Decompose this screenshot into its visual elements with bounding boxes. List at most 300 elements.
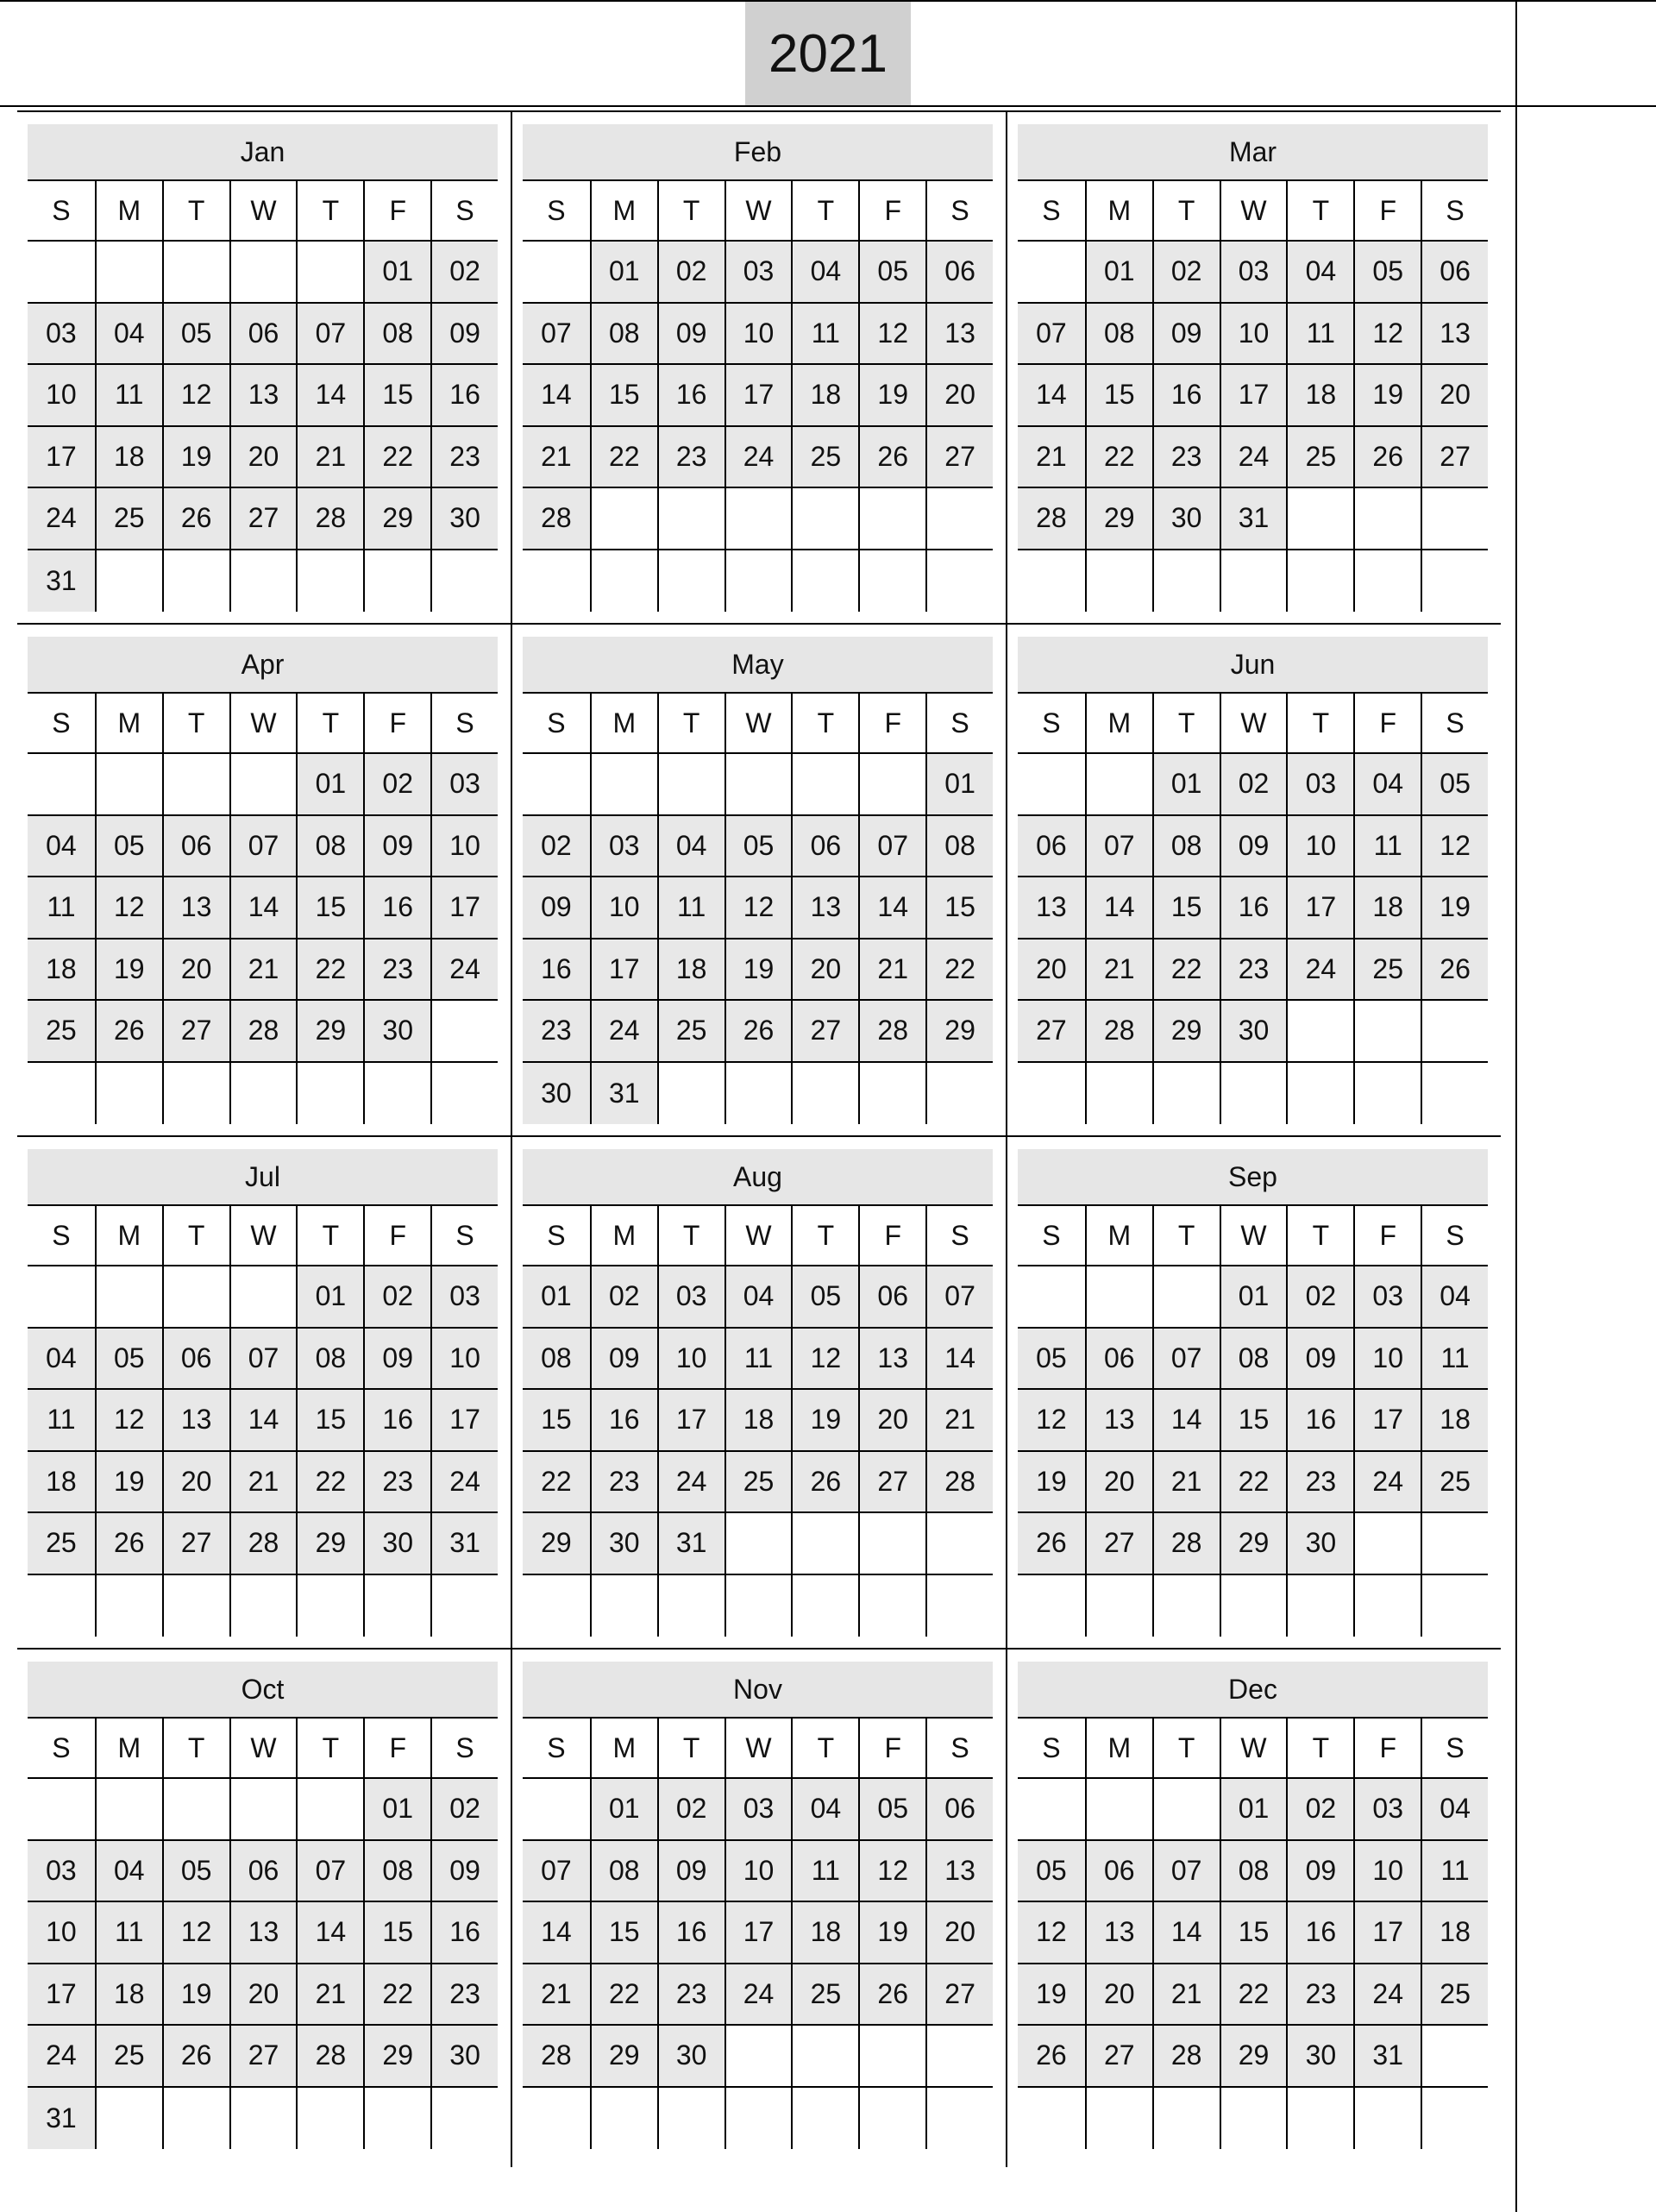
day-cell: 11 xyxy=(1286,304,1353,366)
day-cell: 11 xyxy=(1353,816,1421,878)
week-row xyxy=(1018,2088,1488,2150)
day-cell: 14 xyxy=(925,1329,993,1391)
empty-day-cell xyxy=(791,1575,858,1637)
empty-day-cell xyxy=(724,1063,792,1125)
day-cell: 20 xyxy=(229,427,297,489)
day-cell: 23 xyxy=(657,1964,724,2027)
day-cell: 26 xyxy=(791,1452,858,1514)
empty-day-cell xyxy=(296,1779,363,1841)
week-row xyxy=(28,1964,498,2027)
day-cell: 15 xyxy=(296,877,363,939)
day-cell: 05 xyxy=(1018,1329,1085,1391)
day-cell: 17 xyxy=(724,1902,792,1964)
quarter-band xyxy=(17,1137,1501,1650)
weekday-header-row xyxy=(28,1206,498,1266)
week-row xyxy=(28,304,498,366)
week-row xyxy=(28,2026,498,2088)
day-cell: 02 xyxy=(657,242,724,304)
empty-day-cell xyxy=(430,2088,498,2150)
day-cell: 15 xyxy=(363,1902,430,1964)
day-cell: 28 xyxy=(296,2026,363,2088)
day-cell: 24 xyxy=(1353,1452,1421,1514)
empty-day-cell xyxy=(296,2088,363,2150)
header-rule xyxy=(0,105,1656,107)
day-cell: 26 xyxy=(1353,427,1421,489)
weekday-header-row xyxy=(28,1719,498,1779)
empty-day-cell xyxy=(925,1063,993,1125)
day-cell: 23 xyxy=(1152,427,1220,489)
day-cell: 04 xyxy=(724,1266,792,1329)
week-row xyxy=(28,1390,498,1452)
day-cell: 14 xyxy=(1085,877,1152,939)
empty-day-cell xyxy=(162,1266,229,1329)
week-row xyxy=(1018,304,1488,366)
day-cell: 15 xyxy=(1152,877,1220,939)
empty-day-cell xyxy=(925,2026,993,2088)
day-cell: 30 xyxy=(1220,1001,1287,1063)
day-cell: 06 xyxy=(791,816,858,878)
day-cell: 09 xyxy=(430,304,498,366)
day-cell: 25 xyxy=(791,427,858,489)
day-cell: 15 xyxy=(590,1902,657,1964)
weekday-header: W xyxy=(229,181,297,242)
day-cell: 15 xyxy=(1085,365,1152,427)
week-row xyxy=(523,2026,993,2088)
day-cell: 05 xyxy=(95,1329,162,1391)
weekday-header: M xyxy=(1085,1206,1152,1266)
empty-day-cell xyxy=(162,1575,229,1637)
empty-day-cell xyxy=(296,550,363,613)
empty-day-cell xyxy=(363,1063,430,1125)
empty-day-cell xyxy=(162,1779,229,1841)
empty-day-cell xyxy=(925,1513,993,1575)
empty-day-cell xyxy=(791,2088,858,2150)
day-cell: 16 xyxy=(523,939,590,1002)
day-cell: 27 xyxy=(791,1001,858,1063)
empty-day-cell xyxy=(229,1779,297,1841)
month-name: Jul xyxy=(28,1149,498,1206)
empty-day-cell xyxy=(657,550,724,613)
month-name: Nov xyxy=(523,1662,993,1719)
day-cell: 27 xyxy=(858,1452,925,1514)
day-cell: 28 xyxy=(1085,1001,1152,1063)
day-cell: 12 xyxy=(1018,1390,1085,1452)
day-cell: 03 xyxy=(28,304,95,366)
empty-day-cell xyxy=(858,1063,925,1125)
day-cell: 03 xyxy=(430,1266,498,1329)
weekday-header: W xyxy=(724,694,792,754)
day-cell: 16 xyxy=(363,877,430,939)
weekday-header: M xyxy=(1085,181,1152,242)
day-cell: 26 xyxy=(1018,1513,1085,1575)
day-cell: 27 xyxy=(229,488,297,550)
day-cell: 18 xyxy=(95,1964,162,2027)
day-cell: 02 xyxy=(363,754,430,816)
day-cell: 30 xyxy=(657,2026,724,2088)
day-cell: 27 xyxy=(1018,1001,1085,1063)
day-cell: 11 xyxy=(791,304,858,366)
empty-day-cell xyxy=(1421,2088,1488,2150)
empty-day-cell xyxy=(95,1063,162,1125)
weekday-header: M xyxy=(1085,1719,1152,1779)
day-cell: 25 xyxy=(1353,939,1421,1002)
day-cell: 10 xyxy=(430,816,498,878)
day-cell: 16 xyxy=(430,1902,498,1964)
empty-day-cell xyxy=(724,1513,792,1575)
month-jan xyxy=(28,124,498,612)
weekday-header-row xyxy=(1018,181,1488,242)
day-cell: 02 xyxy=(1286,1266,1353,1329)
day-cell: 02 xyxy=(590,1266,657,1329)
weekday-header: W xyxy=(229,694,297,754)
day-cell: 05 xyxy=(1421,754,1488,816)
day-cell: 07 xyxy=(1152,1841,1220,1903)
day-cell: 05 xyxy=(858,1779,925,1841)
week-row xyxy=(28,877,498,939)
day-cell: 02 xyxy=(1152,242,1220,304)
day-cell: 02 xyxy=(430,242,498,304)
day-cell: 08 xyxy=(590,304,657,366)
day-cell: 24 xyxy=(1220,427,1287,489)
day-cell: 26 xyxy=(858,1964,925,2027)
day-cell: 11 xyxy=(95,1902,162,1964)
empty-day-cell xyxy=(430,1575,498,1637)
day-cell: 12 xyxy=(724,877,792,939)
day-cell: 23 xyxy=(363,939,430,1002)
empty-day-cell xyxy=(363,1575,430,1637)
day-cell: 07 xyxy=(296,1841,363,1903)
week-row xyxy=(28,1779,498,1841)
quarter-band xyxy=(17,1650,1501,2167)
weekday-header-row xyxy=(1018,694,1488,754)
weekday-header: W xyxy=(1220,1206,1287,1266)
day-cell: 28 xyxy=(1152,2026,1220,2088)
week-row xyxy=(523,877,993,939)
day-cell: 07 xyxy=(1152,1329,1220,1391)
weekday-header: T xyxy=(1152,694,1220,754)
day-cell: 29 xyxy=(590,2026,657,2088)
day-cell: 16 xyxy=(430,365,498,427)
weekday-header: F xyxy=(1353,1719,1421,1779)
day-cell: 05 xyxy=(162,304,229,366)
day-cell: 04 xyxy=(1286,242,1353,304)
day-cell: 16 xyxy=(657,365,724,427)
weekday-header: M xyxy=(590,1206,657,1266)
day-cell: 08 xyxy=(925,816,993,878)
day-cell: 15 xyxy=(925,877,993,939)
weekday-header: W xyxy=(1220,694,1287,754)
week-row xyxy=(1018,242,1488,304)
day-cell: 22 xyxy=(590,427,657,489)
day-cell: 06 xyxy=(925,242,993,304)
day-cell: 21 xyxy=(296,1964,363,2027)
day-cell: 25 xyxy=(28,1513,95,1575)
day-cell: 08 xyxy=(1220,1841,1287,1903)
empty-day-cell xyxy=(1085,1266,1152,1329)
empty-day-cell xyxy=(523,1779,590,1841)
empty-day-cell xyxy=(1018,1779,1085,1841)
day-cell: 26 xyxy=(95,1001,162,1063)
empty-day-cell xyxy=(1152,1063,1220,1125)
empty-day-cell xyxy=(590,1575,657,1637)
day-cell: 22 xyxy=(363,1964,430,2027)
day-cell: 09 xyxy=(363,816,430,878)
empty-day-cell xyxy=(858,1513,925,1575)
day-cell: 10 xyxy=(1286,816,1353,878)
day-cell: 12 xyxy=(95,1390,162,1452)
empty-day-cell xyxy=(1018,1063,1085,1125)
day-cell: 16 xyxy=(1286,1390,1353,1452)
weekday-header: F xyxy=(1353,694,1421,754)
day-cell: 14 xyxy=(1152,1902,1220,1964)
day-cell: 24 xyxy=(28,2026,95,2088)
day-cell: 25 xyxy=(724,1452,792,1514)
day-cell: 02 xyxy=(430,1779,498,1841)
empty-day-cell xyxy=(657,488,724,550)
day-cell: 14 xyxy=(1018,365,1085,427)
day-cell: 22 xyxy=(296,1452,363,1514)
day-cell: 23 xyxy=(657,427,724,489)
week-row xyxy=(28,1266,498,1329)
quarter-band xyxy=(17,112,1501,625)
weekday-header: S xyxy=(1421,694,1488,754)
week-row xyxy=(28,1329,498,1391)
day-cell: 08 xyxy=(1085,304,1152,366)
month-nov xyxy=(523,1662,993,2149)
day-cell: 08 xyxy=(523,1329,590,1391)
day-cell: 28 xyxy=(858,1001,925,1063)
weekday-header: S xyxy=(1018,1206,1085,1266)
weekday-header: S xyxy=(430,1719,498,1779)
weekday-header: M xyxy=(95,694,162,754)
empty-day-cell xyxy=(229,754,297,816)
day-cell: 08 xyxy=(1152,816,1220,878)
day-cell: 21 xyxy=(523,1964,590,2027)
day-cell: 19 xyxy=(858,365,925,427)
day-cell: 13 xyxy=(925,304,993,366)
week-row xyxy=(28,1452,498,1514)
day-cell: 02 xyxy=(1220,754,1287,816)
weekday-header: T xyxy=(296,1206,363,1266)
day-cell: 02 xyxy=(1286,1779,1353,1841)
week-row xyxy=(1018,1063,1488,1125)
empty-day-cell xyxy=(1018,2088,1085,2150)
weekday-header: T xyxy=(657,694,724,754)
week-row xyxy=(523,1779,993,1841)
weekday-header: M xyxy=(95,1719,162,1779)
day-cell: 17 xyxy=(1353,1902,1421,1964)
week-row xyxy=(28,754,498,816)
day-cell: 14 xyxy=(523,365,590,427)
month-apr xyxy=(28,637,498,1124)
empty-day-cell xyxy=(229,2088,297,2150)
empty-day-cell xyxy=(1421,1513,1488,1575)
day-cell: 29 xyxy=(1085,488,1152,550)
week-row xyxy=(1018,1964,1488,2027)
empty-day-cell xyxy=(296,242,363,304)
day-cell: 18 xyxy=(1421,1390,1488,1452)
day-cell: 19 xyxy=(1018,1964,1085,2027)
day-cell: 20 xyxy=(162,1452,229,1514)
empty-day-cell xyxy=(1421,550,1488,613)
empty-day-cell xyxy=(430,550,498,613)
day-cell: 01 xyxy=(363,1779,430,1841)
day-cell: 17 xyxy=(590,939,657,1002)
day-cell: 13 xyxy=(1421,304,1488,366)
day-cell: 25 xyxy=(1421,1452,1488,1514)
empty-day-cell xyxy=(162,1063,229,1125)
month-name: Apr xyxy=(28,637,498,694)
weekday-header: W xyxy=(1220,1719,1287,1779)
weekday-header: T xyxy=(296,181,363,242)
empty-day-cell xyxy=(1353,2088,1421,2150)
weekday-header: F xyxy=(363,1719,430,1779)
day-cell: 30 xyxy=(363,1513,430,1575)
weekday-header: F xyxy=(858,694,925,754)
day-cell: 24 xyxy=(590,1001,657,1063)
week-row xyxy=(1018,1329,1488,1391)
day-cell: 23 xyxy=(1286,1452,1353,1514)
weekday-header-row xyxy=(1018,1719,1488,1779)
day-cell: 26 xyxy=(858,427,925,489)
empty-day-cell xyxy=(724,2088,792,2150)
weekday-header: T xyxy=(791,181,858,242)
week-row xyxy=(523,1902,993,1964)
week-row xyxy=(523,1266,993,1329)
weekday-header: T xyxy=(1286,1206,1353,1266)
empty-day-cell xyxy=(1018,754,1085,816)
empty-day-cell xyxy=(1353,1063,1421,1125)
empty-day-cell xyxy=(724,754,792,816)
empty-day-cell xyxy=(162,2088,229,2150)
day-cell: 16 xyxy=(363,1390,430,1452)
week-row xyxy=(523,550,993,613)
empty-day-cell xyxy=(229,1266,297,1329)
day-cell: 26 xyxy=(1018,2026,1085,2088)
empty-day-cell xyxy=(1085,2088,1152,2150)
empty-day-cell xyxy=(430,1001,498,1063)
empty-day-cell xyxy=(1286,1575,1353,1637)
day-cell: 13 xyxy=(791,877,858,939)
day-cell: 10 xyxy=(724,1841,792,1903)
empty-day-cell xyxy=(1286,488,1353,550)
empty-day-cell xyxy=(1152,1779,1220,1841)
day-cell: 01 xyxy=(523,1266,590,1329)
empty-day-cell xyxy=(791,488,858,550)
day-cell: 06 xyxy=(162,816,229,878)
day-cell: 21 xyxy=(523,427,590,489)
empty-day-cell xyxy=(1421,488,1488,550)
weekday-header: W xyxy=(724,1719,792,1779)
day-cell: 20 xyxy=(1085,1452,1152,1514)
weekday-header: S xyxy=(1018,1719,1085,1779)
day-cell: 10 xyxy=(724,304,792,366)
day-cell: 03 xyxy=(1353,1266,1421,1329)
weekday-header: T xyxy=(657,1719,724,1779)
day-cell: 29 xyxy=(296,1001,363,1063)
day-cell: 28 xyxy=(523,2026,590,2088)
day-cell: 04 xyxy=(1421,1779,1488,1841)
empty-day-cell xyxy=(657,2088,724,2150)
empty-day-cell xyxy=(1421,1575,1488,1637)
empty-day-cell xyxy=(1152,1266,1220,1329)
day-cell: 23 xyxy=(430,1964,498,2027)
weekday-header-row xyxy=(28,694,498,754)
quarter-band xyxy=(17,625,1501,1137)
day-cell: 16 xyxy=(1220,877,1287,939)
day-cell: 22 xyxy=(1085,427,1152,489)
weekday-header: S xyxy=(523,181,590,242)
day-cell: 18 xyxy=(791,1902,858,1964)
empty-day-cell xyxy=(1152,1575,1220,1637)
weekday-header: S xyxy=(1018,181,1085,242)
empty-day-cell xyxy=(1152,550,1220,613)
day-cell: 31 xyxy=(1353,2026,1421,2088)
empty-day-cell xyxy=(229,1575,297,1637)
day-cell: 30 xyxy=(523,1063,590,1125)
day-cell: 05 xyxy=(95,816,162,878)
week-row xyxy=(1018,877,1488,939)
day-cell: 10 xyxy=(590,877,657,939)
day-cell: 14 xyxy=(229,1390,297,1452)
day-cell: 27 xyxy=(229,2026,297,2088)
day-cell: 27 xyxy=(925,427,993,489)
day-cell: 09 xyxy=(657,1841,724,1903)
weekday-header: W xyxy=(229,1206,297,1266)
week-row xyxy=(28,1902,498,1964)
empty-day-cell xyxy=(1353,1575,1421,1637)
empty-day-cell xyxy=(858,1575,925,1637)
empty-day-cell xyxy=(1220,1063,1287,1125)
day-cell: 12 xyxy=(858,304,925,366)
day-cell: 04 xyxy=(791,242,858,304)
month-name: Sep xyxy=(1018,1149,1488,1206)
month-oct xyxy=(28,1662,498,2149)
weekday-header: S xyxy=(28,1206,95,1266)
day-cell: 24 xyxy=(1286,939,1353,1002)
empty-day-cell xyxy=(430,1063,498,1125)
empty-day-cell xyxy=(162,242,229,304)
day-cell: 01 xyxy=(296,1266,363,1329)
month-name: Dec xyxy=(1018,1662,1488,1719)
day-cell: 06 xyxy=(1018,816,1085,878)
empty-day-cell xyxy=(1353,1001,1421,1063)
day-cell: 02 xyxy=(657,1779,724,1841)
empty-day-cell xyxy=(1220,2088,1287,2150)
empty-day-cell xyxy=(791,1513,858,1575)
weekday-header: S xyxy=(28,694,95,754)
empty-day-cell xyxy=(1085,754,1152,816)
day-cell: 22 xyxy=(1220,1964,1287,2027)
week-row xyxy=(28,1575,498,1637)
day-cell: 29 xyxy=(296,1513,363,1575)
weekday-header: T xyxy=(296,1719,363,1779)
day-cell: 17 xyxy=(1286,877,1353,939)
week-row xyxy=(523,1575,993,1637)
weekday-header: W xyxy=(229,1719,297,1779)
day-cell: 13 xyxy=(1085,1390,1152,1452)
empty-day-cell xyxy=(858,488,925,550)
day-cell: 12 xyxy=(1018,1902,1085,1964)
day-cell: 03 xyxy=(1353,1779,1421,1841)
day-cell: 17 xyxy=(1353,1390,1421,1452)
week-row xyxy=(523,242,993,304)
day-cell: 27 xyxy=(1085,2026,1152,2088)
day-cell: 28 xyxy=(1152,1513,1220,1575)
weekday-header: S xyxy=(1421,1206,1488,1266)
day-cell: 15 xyxy=(523,1390,590,1452)
day-cell: 03 xyxy=(590,816,657,878)
